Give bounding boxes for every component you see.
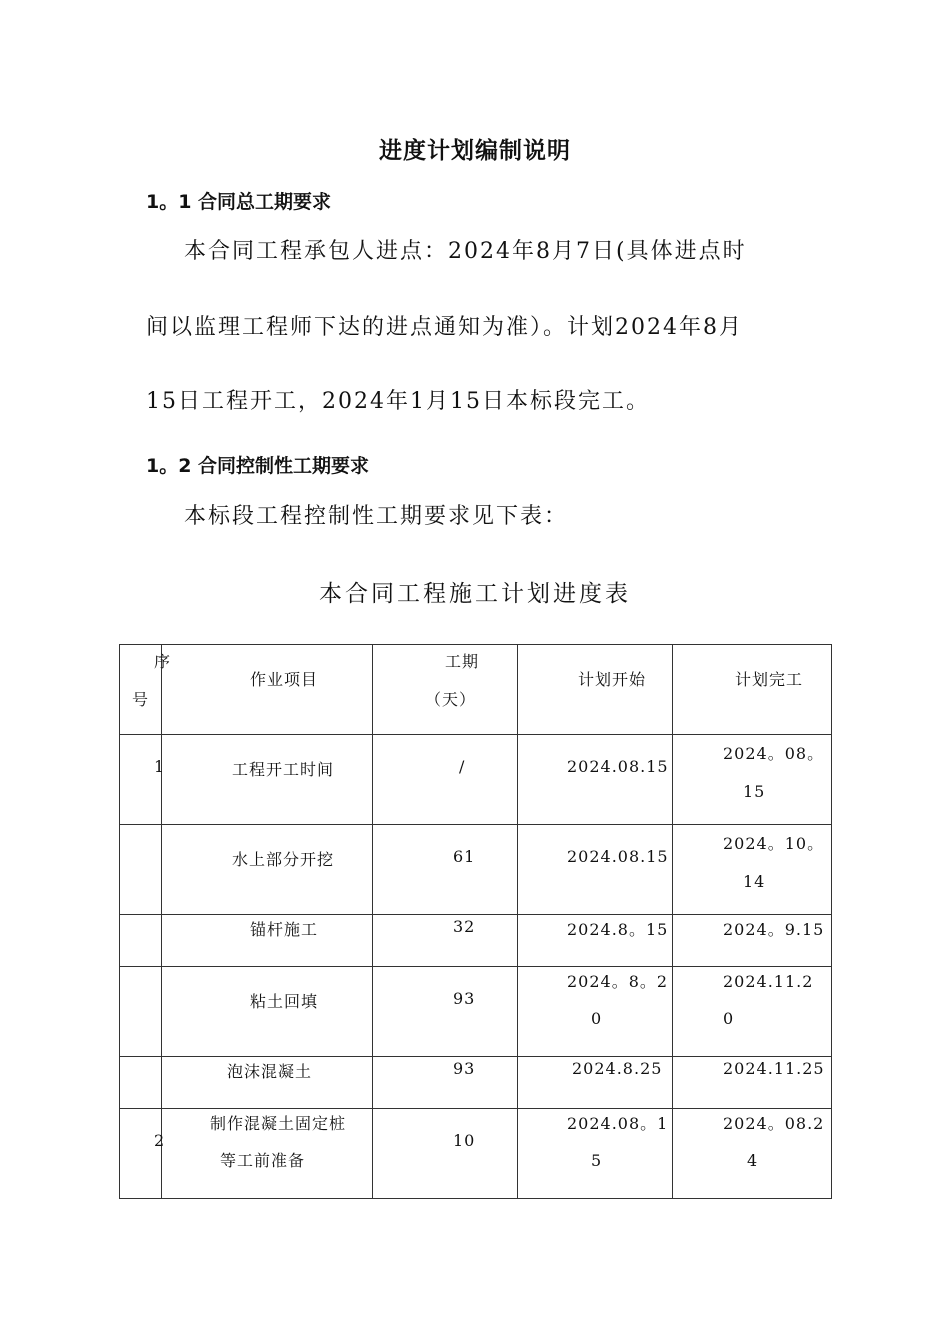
table-row [120, 967, 832, 1057]
section-1-line-3: 15日工程开工，2024年1月15日本标段完工。 [146, 389, 650, 414]
row-item: 泡沫混凝土 [227, 1062, 313, 1081]
header-start-label: 计划开始 [578, 670, 647, 689]
header-item-label: 作业项目 [250, 670, 319, 689]
header-no-b: 号 [132, 690, 150, 709]
header-start [518, 645, 673, 735]
row-item: 锚杆施工 [250, 920, 319, 939]
row-no: 1 [154, 757, 166, 776]
row-duration: 93 [453, 989, 476, 1008]
table-row [120, 735, 832, 825]
row-duration: 61 [453, 847, 476, 866]
section-2-line-1: 本标段工程控制性工期要求见下表： [184, 504, 569, 529]
header-item [162, 645, 373, 735]
row-end-b: 0 [723, 1009, 735, 1028]
row-start-a: 2024。8。2 [567, 972, 669, 991]
header-no [120, 645, 172, 735]
row-end-a: 2024.11.2 [723, 972, 814, 991]
table-row [120, 1109, 832, 1199]
page-title: 进度计划编制说明 [379, 138, 571, 164]
header-duration [373, 645, 518, 735]
row-duration: 32 [453, 917, 476, 936]
row-start-b: 0 [591, 1009, 603, 1028]
row-end-a: 2024。10。 [723, 834, 825, 853]
section-1-line-2: 间以监理工程师下达的进点通知为准）。计划2024年8月 [146, 315, 743, 340]
row-start-a: 2024.08。1 [567, 1114, 669, 1133]
row-start: 2024.8.25 [572, 1059, 663, 1078]
header-no-a: 序 [154, 652, 172, 671]
row-item-b: 等工前准备 [220, 1151, 306, 1170]
table-header-row [120, 645, 832, 735]
section-1-line-1: 本合同工程承包人进点：2024年8月7日(具体进点时 [184, 239, 747, 264]
table-row [120, 915, 832, 967]
header-end [673, 645, 832, 735]
row-item: 工程开工时间 [232, 760, 335, 779]
header-duration-a: 工期 [445, 652, 480, 671]
section-heading-1: 1。1 合同总工期要求 [146, 191, 332, 213]
table-row [120, 825, 832, 915]
row-duration: 93 [453, 1059, 476, 1078]
row-duration: 10 [453, 1131, 476, 1150]
row-end-a: 2024。08.2 [723, 1114, 825, 1133]
row-end: 2024.11.25 [723, 1059, 825, 1078]
row-duration: / [459, 757, 466, 776]
header-end-label: 计划完工 [735, 670, 804, 689]
row-item: 水上部分开挖 [232, 850, 335, 869]
header-duration-b: （天） [425, 690, 477, 709]
row-start-b: 5 [591, 1151, 603, 1170]
row-end: 2024。9.15 [723, 920, 825, 939]
row-start: 2024.08.15 [567, 847, 669, 866]
row-end-b: 4 [747, 1151, 759, 1170]
row-start: 2024.8。15 [567, 920, 669, 939]
schedule-table [119, 644, 832, 1199]
row-start: 2024.08.15 [567, 757, 669, 776]
row-no: 2 [154, 1131, 166, 1150]
row-item: 粘土回填 [250, 992, 319, 1011]
row-end-b: 15 [743, 782, 766, 801]
table-title: 本合同工程施工计划进度表 [319, 581, 631, 607]
section-heading-2: 1。2 合同控制性工期要求 [146, 455, 370, 477]
row-end-a: 2024。08。 [723, 744, 825, 763]
table-row [120, 1057, 832, 1109]
row-item-a: 制作混凝土固定桩 [210, 1114, 347, 1133]
row-end-b: 14 [743, 872, 766, 891]
